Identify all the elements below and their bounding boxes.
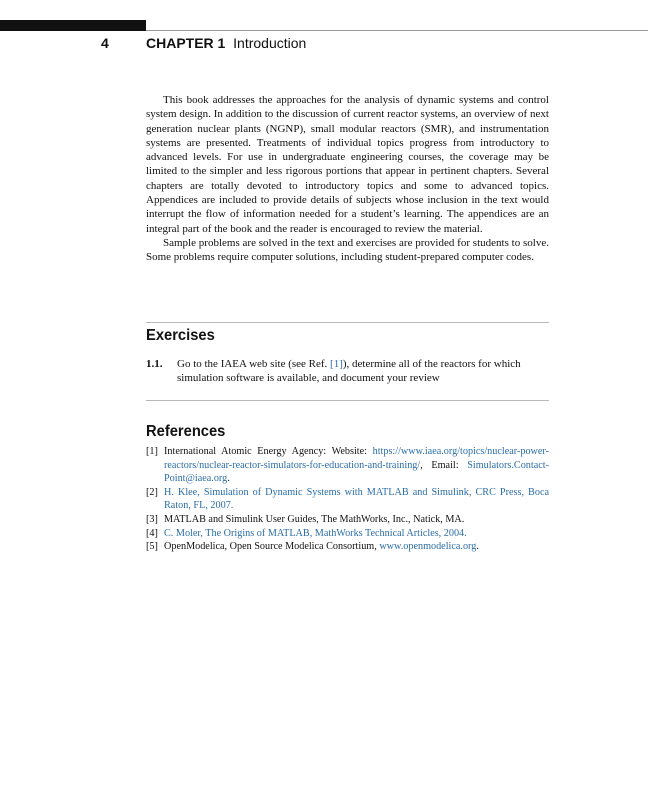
reference-url-link[interactable]: https://www.iaea.org/topics/nuclear-power-reactors/nuclear-reactor-simulators-for-education-and-training/: [164, 446, 549, 471]
body-text: [146, 93, 549, 265]
reference-number: [1]: [146, 446, 158, 457]
ref-link[interactable]: [1]: [330, 358, 343, 370]
reference-number: [2]: [146, 486, 158, 498]
reference-link[interactable]: C. Moler, The Origins of MATLAB, MathWorks Technical Articles, 2004.: [164, 527, 467, 539]
exercise-text-after: ), determine all of the reactors for which simulation software is available, and document your review: [177, 358, 521, 385]
page-number: 4: [101, 35, 109, 51]
reference-list: [146, 445, 549, 554]
header-bar: [0, 20, 146, 31]
reference-text: [164, 527, 549, 541]
reference-email-link[interactable]: Simulators.Contact-Point@iaea.org: [164, 459, 549, 485]
running-header: [146, 35, 306, 51]
reference-item: [146, 513, 549, 527]
reference-number: [4]: [146, 527, 158, 539]
header-rule: [146, 30, 648, 31]
reference-plain-text: .: [476, 541, 479, 553]
reference-url-link[interactable]: www.openmodelica.org: [379, 541, 477, 553]
reference-plain-text: International Atomic Energy Agency: Website:: [164, 446, 373, 457]
paragraph: Sample problems are solved in the text and exercises are provided for students to solve. Some problems require computer solutions, including student-prepared computer codes.: [146, 236, 549, 264]
reference-plain-text: , Email:: [420, 459, 468, 471]
exercise-text-before: Go to the IAEA web site (see Ref.: [177, 358, 331, 370]
reference-text: [164, 540, 549, 554]
reference-number: [3]: [146, 513, 158, 525]
chapter-title: Introduction: [233, 35, 307, 51]
section-divider: [146, 322, 549, 323]
reference-plain-text: .: [227, 473, 230, 485]
exercise-list: [146, 357, 549, 386]
reference-text: [164, 486, 549, 513]
references-heading: References: [146, 423, 226, 440]
exercise-item: [146, 357, 549, 386]
chapter-label: CHAPTER 1: [146, 35, 226, 51]
reference-number: [5]: [146, 541, 158, 553]
paragraph: This book addresses the approaches for the analysis of dynamic systems and control system design. In addition to the discussion of current reactor systems, an overview of next generation nuclear plants (NGNP), small modular reactors (SMR), and instrumentation systems are presented. Treatments of individual topics progress from introductory to advanced levels. For use in undergraduate engineering courses, the coverage may be limited to the simpler and less rigorous portions that appear in pertinent chapters. Several chapters are totally devoted to introductory topics and some to advanced topics. Appendices are included to provide details of subjects whose inclusion in the text would interrupt the flow of information needed for a student’s learning. The appendices are an integral part of the book and the reader is encouraged to review the material.: [146, 94, 549, 235]
reference-text: MATLAB and Simulink User Guides, The MathWorks, Inc., Natick, MA.: [164, 513, 465, 525]
exercise-number: 1.1.: [146, 358, 163, 370]
exercise-text: [177, 357, 549, 386]
reference-item: [146, 486, 549, 513]
reference-item: [146, 445, 549, 486]
reference-link[interactable]: H. Klee, Simulation of Dynamic Systems with MATLAB and Simulink, CRC Press, Boca Raton, FL, 2007.: [164, 486, 549, 512]
reference-text: [164, 445, 549, 486]
reference-item: [146, 540, 549, 554]
exercises-heading: Exercises: [146, 327, 215, 344]
reference-plain-text: OpenModelica, Open Source Modelica Consortium,: [164, 541, 380, 553]
reference-item: [146, 527, 549, 541]
section-divider: [146, 400, 549, 401]
